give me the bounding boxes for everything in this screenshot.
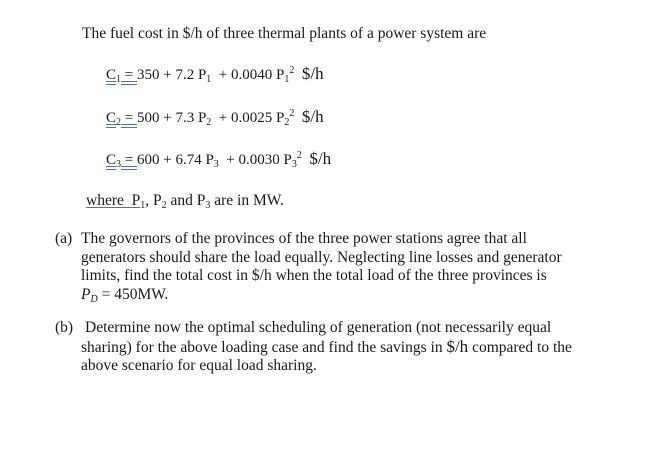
intro-text-label: The fuel cost in $/h of three thermal plants of a power system are bbox=[82, 25, 487, 42]
part-a-label: (a) bbox=[55, 230, 73, 247]
equation-c1-unit: $/h bbox=[301, 64, 324, 83]
where-line: where P1, P2 and P3 are in MW. bbox=[86, 192, 284, 211]
equation-c2-lhs: $C_2$ = bbox=[106, 110, 137, 128]
equation-c2: $C_2 = 500 + 7.3$ $P_2 + 0.0025$ $P_2^2$ $/h bbox=[106, 107, 324, 128]
equation-c1: $C_1 = 350 + 7.2$ $P_1 + 0.0040$ $P_1^2$ $/h bbox=[106, 64, 324, 85]
part-a-line-1: The governors of the provinces of the three power stations agree that all bbox=[81, 230, 527, 247]
part-a-line-2: generators should share the load equally. Neglecting line losses and generator bbox=[81, 248, 562, 266]
part-b-line-1: Determine now the optimal scheduling of generation (not necessarily equal bbox=[85, 319, 552, 336]
equation-c3: $C_3 = 600 + 6.74$ $P_3 + 0.0030$ $P_3^2$ $/h bbox=[106, 149, 332, 170]
equation-c3-lhs: $C_3$ = bbox=[106, 152, 137, 170]
intro-text bbox=[82, 25, 486, 43]
part-b-body bbox=[81, 319, 625, 376]
part-b bbox=[55, 319, 635, 379]
where-underlined: where P1 bbox=[86, 192, 146, 211]
part-a bbox=[55, 230, 615, 306]
part-a-line-3: limits, find the total cost in $/h when the total load of the three provinces is bbox=[81, 267, 547, 284]
part-a-body bbox=[81, 230, 601, 306]
equation-c3-unit: $/h bbox=[309, 149, 332, 168]
part-b-line-2: sharing) for the above loading case and find the savings in $/h compared to the bbox=[81, 336, 572, 356]
part-b-label: (b) bbox=[55, 319, 74, 336]
part-a-line-4: PD = 450MW. bbox=[81, 285, 169, 305]
equation-c2-unit: $/h bbox=[301, 107, 324, 126]
equation-c1-lhs: $C_1$ = bbox=[106, 67, 137, 85]
part-b-line-3: above scenario for equal load sharing. bbox=[81, 357, 317, 374]
